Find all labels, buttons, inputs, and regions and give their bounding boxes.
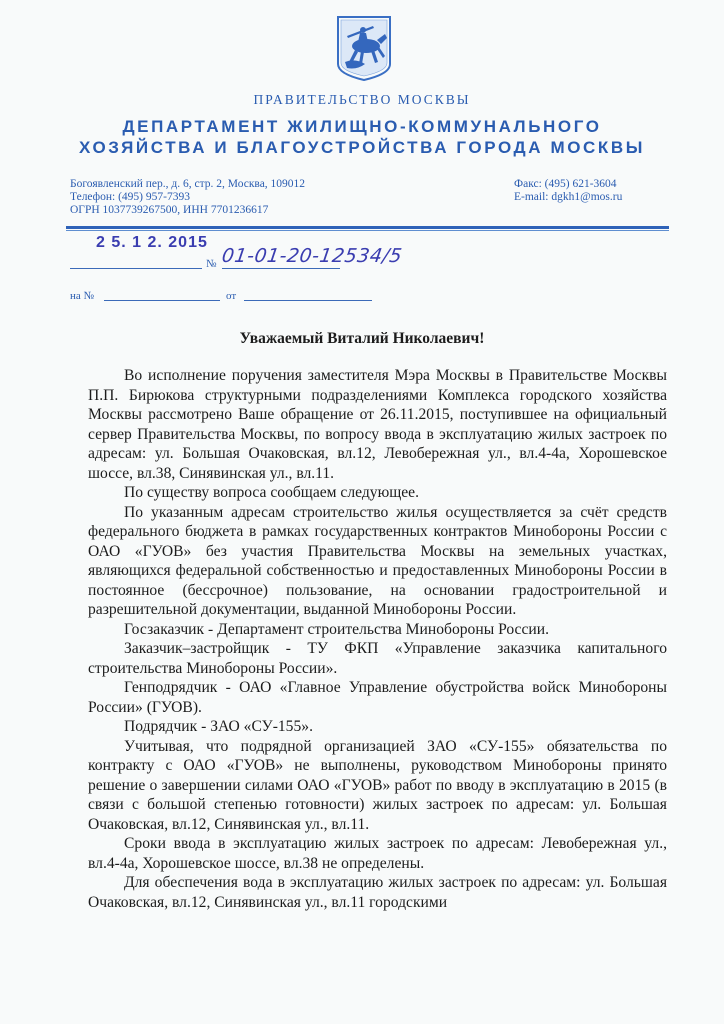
paragraph: Для обеспечения вода в эксплуатацию жилых застроек по адресам: ул. Большая Очаковская, вл.12, Синявинская ул., вл.11 городскими bbox=[88, 874, 667, 911]
contacts-right bbox=[514, 178, 622, 204]
paragraph: Генподрядчик - ОАО «Главное Управление обустройства войск Минобороны России» (ГУОВ). bbox=[88, 679, 667, 716]
reply-to-label: на № bbox=[70, 290, 95, 302]
number-label: № bbox=[206, 258, 217, 270]
government-title: ПРАВИТЕЛЬСТВО МОСКВЫ bbox=[253, 92, 471, 107]
contacts-left bbox=[70, 178, 305, 217]
moscow-coat-of-arms-icon bbox=[335, 14, 393, 82]
salutation: Уважаемый Виталий Николаевич! bbox=[239, 330, 485, 347]
paragraph: Заказчик–застройщик - ТУ ФКП «Управление заказчика капитального строительства Минобороны России». bbox=[88, 640, 667, 677]
paragraph: Во исполнение поручения заместителя Мэра Москвы в Правительстве Москвы П.П. Бирюкова структурными подразделениями Комплекса городского хозяйства Москвы рассмотрено Ваше обращение от 26.11.2015, поступившее на официальный сервер Правительства Москвы, по вопросу ввода в эксплуатацию жилых застроек по адресам: ул. Большая Очаковская, вл.12, Левобережная ул., вл.4-4а, Хорошевское шоссе, вл.38, Синявинская ул., вл.11. bbox=[88, 367, 667, 482]
from-label: от bbox=[226, 290, 237, 302]
paragraph: Учитывая, что подрядной организацией ЗАО «СУ-155» обязательства по контракту с ОАО «ГУОВ» не выполнены, руководством Минобороны принято решение о завершении силами ОАО «ГУОВ» работ по вводу в эксплуатацию в 2015 (в связи с большой степенью готовности) жилых застроек по адресам: ул. Большая Очаковская, вл.12, Синявинская ул., вл.11. bbox=[88, 737, 667, 833]
paragraph: По указанным адресам строительство жилья осуществляется за счёт средств федерального бюджета в рамках государственных контрактов Минобороны России с ОАО «ГУОВ» без участия Правительства Москвы на земельных участках, являющихся федеральной собственностью и предоставленных Минобороны России в постоянное (бессрочное) пользование, на основании градостроительной и разрешительной документации, выданной Минобороны России. bbox=[88, 503, 667, 618]
letterhead-divider bbox=[66, 226, 669, 229]
department-title-line-1: ДЕПАРТАМЕНТ ЖИЛИЩНО-КОММУНАЛЬНОГО bbox=[122, 117, 602, 136]
paragraph: Госзаказчик - Департамент строительства Минобороны России. bbox=[124, 620, 549, 638]
letter-body bbox=[88, 366, 667, 912]
department-title bbox=[0, 116, 724, 158]
number-line bbox=[222, 268, 340, 269]
date-line bbox=[70, 268, 202, 269]
date-stamp: 2 5. 1 2. 2015 bbox=[96, 234, 208, 251]
address: Богоявленский пер., д. 6, стр. 2, Москва, 109012 bbox=[70, 178, 306, 190]
fax: Факс: (495) 621-3604 bbox=[514, 178, 617, 190]
registration-number: 01-01-20-12534/5 bbox=[220, 245, 404, 267]
phone: Телефон: (495) 957-7393 bbox=[70, 191, 190, 203]
email: E-mail: dgkh1@mos.ru bbox=[514, 191, 623, 203]
reply-to-line bbox=[104, 300, 220, 301]
from-line bbox=[244, 300, 372, 301]
paragraph: Подрядчик - ЗАО «СУ-155». bbox=[124, 718, 313, 735]
paragraph: По существу вопроса сообщаем следующее. bbox=[124, 484, 419, 501]
ogrn-inn: ОГРН 1037739267500, ИНН 7701236617 bbox=[70, 204, 269, 216]
paragraph: Сроки ввода в эксплуатацию жилых застроек по адресам: Левобережная ул., вл.4-4а, Хорошевское шоссе, вл.38 не определены. bbox=[88, 835, 667, 872]
letterhead-divider-thin bbox=[66, 230, 669, 231]
department-title-line-2: ХОЗЯЙСТВА И БЛАГОУСТРОЙСТВА ГОРОДА МОСКВЫ bbox=[78, 138, 646, 157]
